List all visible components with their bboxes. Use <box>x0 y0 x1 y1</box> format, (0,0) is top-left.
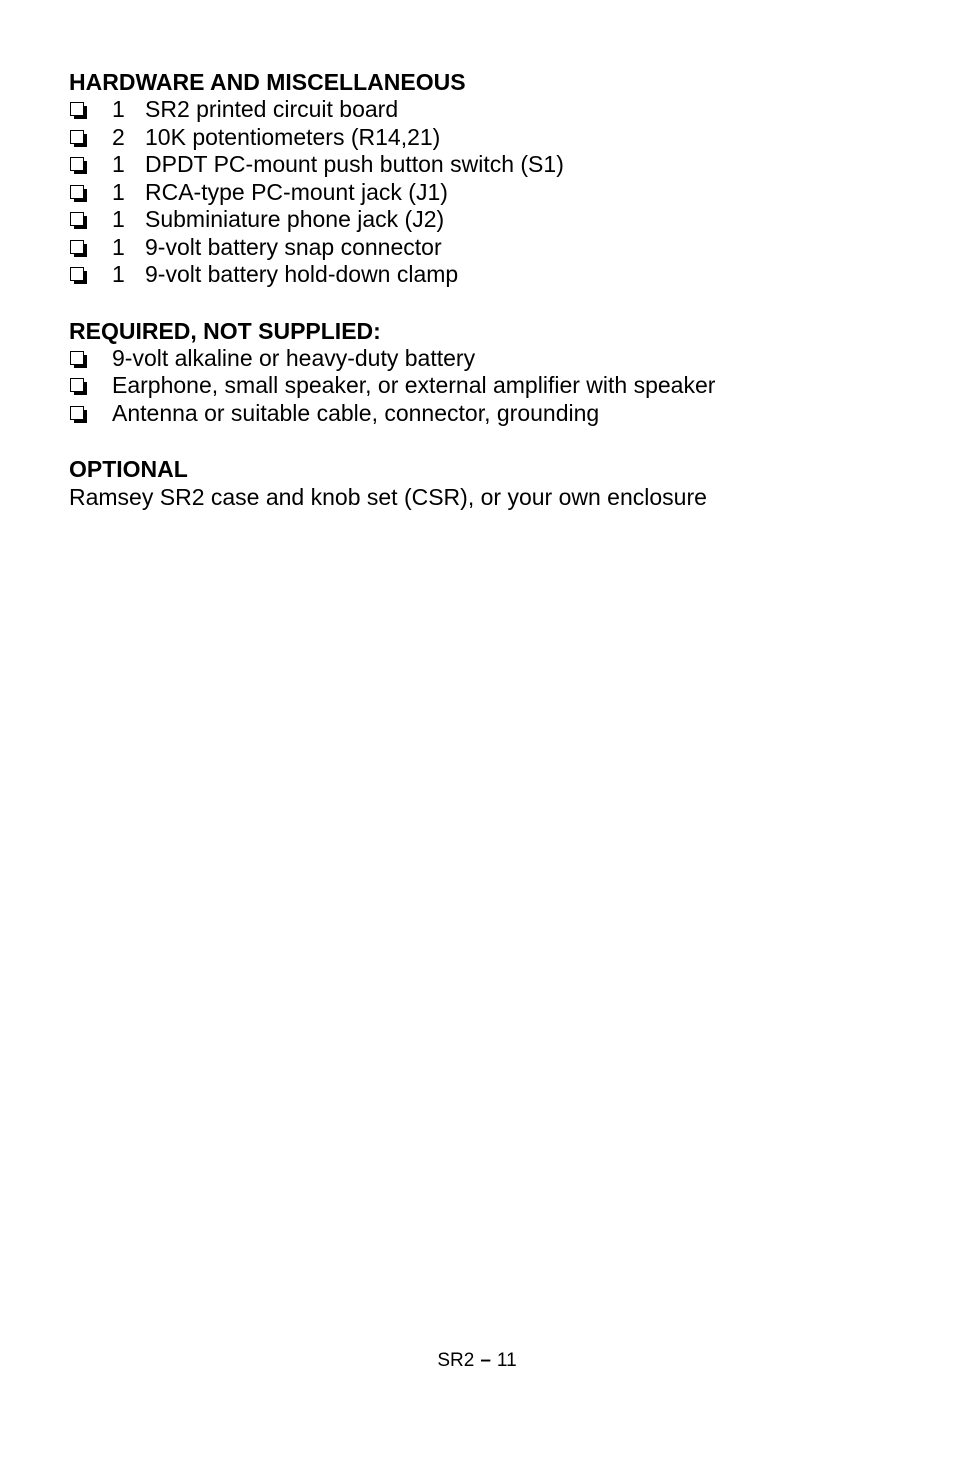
checkbox-icon[interactable] <box>70 130 84 144</box>
footer-product: SR2 <box>437 1350 475 1371</box>
item-description: RCA-type PC-mount jack (J1) <box>145 178 448 205</box>
item-description: 9-volt battery hold-down clamp <box>145 261 459 287</box>
page-footer <box>0 1349 954 1373</box>
item-description: SR2 printed circuit board <box>145 96 399 122</box>
hardware-section-title: HARDWARE AND MISCELLANEOUS <box>69 69 466 95</box>
checkbox-icon[interactable] <box>70 378 84 392</box>
required-checklist <box>69 345 889 428</box>
section-spacer <box>69 289 889 317</box>
checklist-item <box>69 206 889 234</box>
checklist-item <box>69 151 889 179</box>
item-quantity: 1 <box>112 206 125 232</box>
document-page <box>69 68 889 511</box>
footer-dash: – <box>480 1350 491 1371</box>
checklist-item <box>69 400 889 428</box>
item-quantity: 1 <box>112 178 125 205</box>
item-quantity: 2 <box>112 123 125 150</box>
checklist-item <box>69 96 889 124</box>
required-section-title: REQUIRED, NOT SUPPLIED: <box>69 317 381 344</box>
checkbox-icon[interactable] <box>70 102 84 116</box>
item-description: Earphone, small speaker, or external amplifier with speaker <box>112 372 716 398</box>
checkbox-icon[interactable] <box>70 212 84 226</box>
optional-section-title: OPTIONAL <box>69 456 188 482</box>
item-description: 9-volt alkaline or heavy-duty battery <box>112 344 476 371</box>
item-description: DPDT PC-mount push button switch (S1) <box>145 151 564 177</box>
item-description: Antenna or suitable cable, connector, grounding <box>112 399 600 426</box>
hardware-checklist <box>69 96 889 289</box>
item-description: 9-volt battery snap connector <box>145 233 442 260</box>
checkbox-icon[interactable] <box>70 157 84 171</box>
item-description: Subminiature phone jack (J2) <box>145 206 445 232</box>
section-spacer <box>69 427 889 455</box>
checklist-item <box>69 261 889 289</box>
checklist-item <box>69 345 889 373</box>
page-number: 11 <box>496 1350 517 1371</box>
checklist-item <box>69 124 889 152</box>
checklist-item <box>69 372 889 400</box>
optional-description: Ramsey SR2 case and knob set (CSR), or your own enclosure <box>69 484 707 510</box>
checkbox-icon[interactable] <box>70 406 84 420</box>
item-quantity: 1 <box>112 261 125 287</box>
checkbox-icon[interactable] <box>70 185 84 199</box>
item-quantity: 1 <box>112 233 125 260</box>
checklist-item <box>69 234 889 262</box>
checkbox-icon[interactable] <box>70 351 84 365</box>
checkbox-icon[interactable] <box>70 267 84 281</box>
item-quantity: 1 <box>112 96 125 122</box>
checkbox-icon[interactable] <box>70 240 84 254</box>
item-description: 10K potentiometers (R14,21) <box>145 123 441 150</box>
checklist-item <box>69 179 889 207</box>
item-quantity: 1 <box>112 151 125 177</box>
